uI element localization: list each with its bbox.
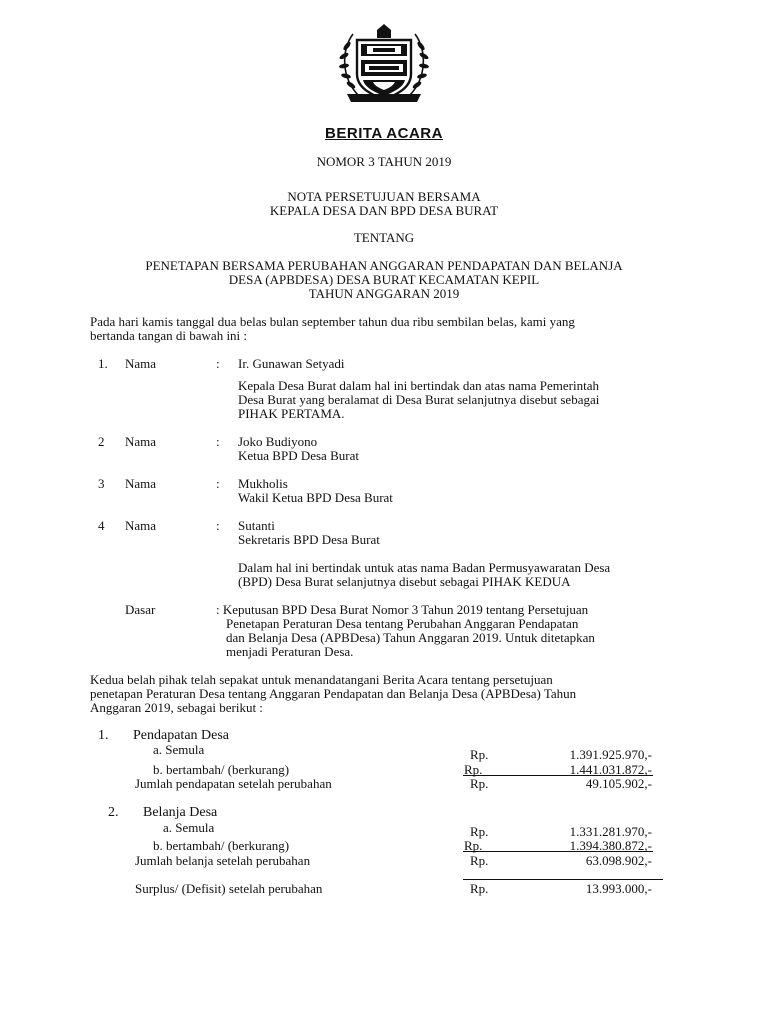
nota-line-1: NOTA PERSETUJUAN BERSAMA: [287, 189, 481, 204]
budget-item-number: 1.: [98, 728, 109, 743]
party-name: Sutanti: [238, 518, 275, 533]
belanja-title: Belanja Desa: [143, 805, 218, 820]
party-desc-line: PIHAK PERTAMA.: [238, 406, 345, 421]
subject-line-1: PENETAPAN BERSAMA PERUBAHAN ANGGARAN PENDAPATAN DAN BELANJA: [145, 258, 623, 273]
party-role: Ketua BPD Desa Burat: [238, 448, 359, 463]
dasar-line: Penetapan Peraturan Desa tentang Perubahan Anggaran Pendapatan: [226, 616, 579, 631]
surplus-label: Surplus/ (Defisit) setelah perubahan: [135, 881, 323, 896]
subject-line-2: DESA (APBDESA) DESA BURAT KECAMATAN KEPIL: [228, 272, 540, 287]
belanja-semula-value: 1.331.281.970,-: [569, 824, 652, 839]
party-number: 2: [98, 434, 105, 449]
document-title: BERITA ACARA: [325, 125, 443, 142]
intro-line-1: Pada hari kamis tanggal dua belas bulan september tahun dua ribu sembilan belas, kami yang: [90, 314, 575, 329]
regency-emblem-icon: [333, 20, 435, 106]
belanja-change-value: 1.394.380.872,-: [569, 838, 652, 853]
currency-label: Rp.: [470, 747, 489, 762]
dasar-line: : Keputusan BPD Desa Burat Nomor 3 Tahun 2019 tentang Persetujuan: [216, 602, 589, 617]
agreement-line: penetapan Peraturan Desa tentang Anggaran Pendapatan dan Belanja Desa (APBDesa) Tahun: [90, 686, 577, 701]
party-name: Ir. Gunawan Setyadi: [238, 356, 345, 371]
pendapatan-total-label: Jumlah pendapatan setelah perubahan: [135, 776, 332, 791]
party-colon: :: [216, 518, 220, 533]
agreement-line: Anggaran 2019, sebagai berikut :: [90, 700, 263, 715]
party-number: 4: [98, 518, 105, 533]
party-role: Wakil Ketua BPD Desa Burat: [238, 490, 393, 505]
party-desc-line: Dalam hal ini bertindak untuk atas nama Badan Permusyawaratan Desa: [238, 560, 611, 575]
pendapatan-title: Pendapatan Desa: [133, 728, 230, 743]
party-desc-line: Desa Burat yang beralamat di Desa Burat selanjutnya disebut sebagai: [238, 392, 600, 407]
party-colon: :: [216, 356, 220, 371]
document-number: NOMOR 3 TAHUN 2019: [316, 154, 452, 169]
subject-line-3: TAHUN ANGGARAN 2019: [308, 286, 460, 301]
party-role: Sekretaris BPD Desa Burat: [238, 532, 380, 547]
pendapatan-change-label: b. bertambah/ (berkurang): [153, 762, 290, 777]
belanja-total-value: 63.098.902,-: [585, 853, 652, 868]
dasar-line: dan Belanja Desa (APBDesa) Tahun Anggaran 2019. Untuk ditetapkan: [226, 630, 595, 645]
party-label: Nama: [125, 476, 157, 491]
party-desc-line: Kepala Desa Burat dalam hal ini bertindak dan atas nama Pemerintah: [238, 378, 599, 393]
pendapatan-total-value: 49.105.902,-: [585, 776, 652, 791]
pendapatan-change-value: 1.441.031.872,-: [569, 762, 652, 777]
party-label: Nama: [125, 356, 157, 371]
party-name: Joko Budiyono: [238, 434, 318, 449]
dasar-label: Dasar: [125, 602, 156, 617]
currency-label: Rp.: [464, 762, 483, 777]
currency-label: Rp.: [464, 838, 483, 853]
pendapatan-semula-label: a. Semula: [153, 742, 205, 757]
currency-label: Rp.: [470, 853, 489, 868]
party-desc-line: (BPD) Desa Burat selanjutnya disebut sebagai PIHAK KEDUA: [238, 574, 571, 589]
currency-label: Rp.: [470, 776, 489, 791]
pendapatan-semula-value: 1.391.925.970,-: [569, 747, 652, 762]
surplus-rule: [463, 879, 663, 880]
agreement-line: Kedua belah pihak telah sepakat untuk menandatangani Berita Acara tentang persetujuan: [90, 672, 553, 687]
intro-line-2: bertanda tangan di bawah ini :: [90, 328, 248, 343]
currency-label: Rp.: [470, 824, 489, 839]
party-label: Nama: [125, 434, 157, 449]
party-number: 1.: [98, 356, 108, 371]
budget-item-number: 2.: [108, 805, 119, 820]
belanja-total-label: Jumlah belanja setelah perubahan: [135, 853, 311, 868]
dasar-line: menjadi Peraturan Desa.: [226, 644, 354, 659]
party-label: Nama: [125, 518, 157, 533]
nota-line-2: KEPALA DESA DAN BPD DESA BURAT: [269, 203, 499, 218]
party-colon: :: [216, 434, 220, 449]
tentang-heading: TENTANG: [353, 230, 415, 245]
party-colon: :: [216, 476, 220, 491]
belanja-change-label: b. bertambah/ (berkurang): [153, 838, 290, 853]
belanja-semula-label: a. Semula: [163, 820, 215, 835]
party-name: Mukholis: [238, 476, 288, 491]
currency-label: Rp.: [470, 881, 489, 896]
sum-rule: [463, 851, 653, 852]
surplus-value: 13.993.000,-: [585, 881, 652, 896]
party-number: 3: [98, 476, 105, 491]
